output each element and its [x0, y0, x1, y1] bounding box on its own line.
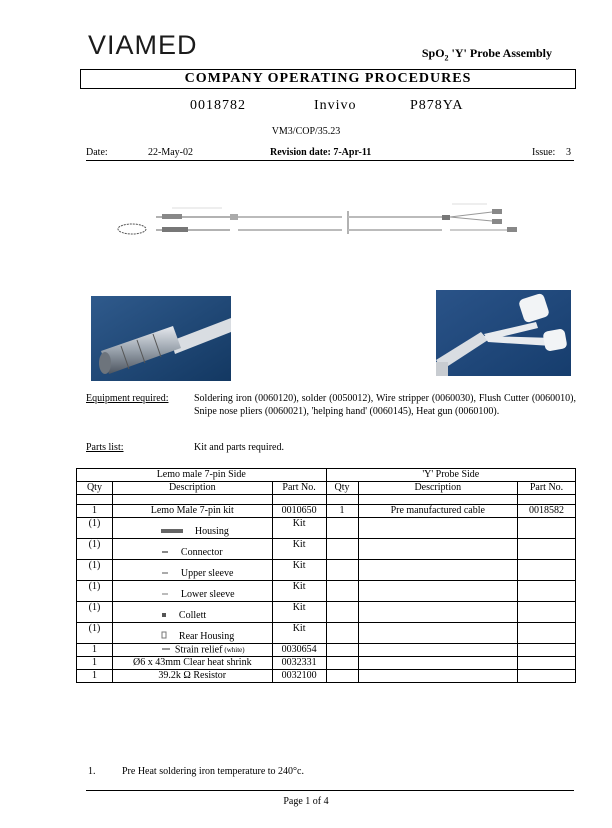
right-description-cell [358, 657, 518, 670]
right-description-cell [358, 539, 518, 560]
right-qty-cell [326, 581, 358, 602]
qty-cell: 1 [77, 644, 113, 657]
page-number: Page 1 of 4 [283, 796, 329, 807]
part-code: 0018782 [190, 98, 246, 113]
lemo-connector-photo [91, 296, 231, 381]
description-cell [112, 539, 272, 560]
part-number-cell: 0030654 [272, 644, 326, 657]
parts-list-text: Kit and parts required. [194, 442, 284, 453]
part-number-cell: 0032100 [272, 670, 326, 683]
qty-cell: (1) [77, 602, 113, 623]
description-cell [112, 581, 272, 602]
right-qty-cell [326, 602, 358, 623]
table-row [77, 560, 576, 581]
part-number-cell: 0032331 [272, 657, 326, 670]
date-value: 22-May-02 [148, 147, 193, 158]
right-qty-cell [326, 560, 358, 581]
lower-sleeve-icon [161, 589, 169, 601]
right-qty-cell [326, 623, 358, 644]
right-part-number-cell: 0018582 [518, 505, 576, 518]
revision-date: Revision date: 7-Apr-11 [270, 147, 372, 158]
description-cell [112, 623, 272, 644]
description-text: Lemo Male 7-pin kit [150, 505, 234, 516]
parts-table [76, 468, 576, 683]
right-part-number-cell [518, 581, 576, 602]
part-number-cell: 0010650 [272, 505, 326, 518]
table-row [77, 623, 576, 644]
description-text: Strain relief [174, 644, 223, 656]
column-header: Description [358, 482, 518, 495]
y-probe-photo [436, 290, 571, 376]
housing-icon [161, 526, 183, 538]
description-text: Connector [180, 547, 223, 558]
right-qty-cell [326, 670, 358, 683]
date-row [86, 147, 574, 160]
right-part-number-cell [518, 623, 576, 644]
step-text: Pre Heat soldering iron temperature to 240°c. [122, 766, 304, 777]
company-logo: VIAMED [88, 30, 198, 60]
right-part-number-cell [518, 560, 576, 581]
right-description-cell [358, 670, 518, 683]
table-row [77, 518, 576, 539]
description-text: 39.2k Ω Resistor [158, 670, 227, 682]
table-row [77, 657, 576, 670]
description-text: Housing [194, 526, 229, 537]
description-cell [112, 602, 272, 623]
right-qty-cell [326, 657, 358, 670]
date-label: Date: [86, 147, 108, 158]
procedure-code: VM3/COP/35.23 [271, 126, 341, 137]
right-description-cell: Pre manufactured cable [358, 505, 518, 518]
connector-icon [161, 547, 169, 559]
column-header: Qty [326, 482, 358, 495]
part-number-cell: Kit [272, 518, 326, 539]
right-description-cell [358, 560, 518, 581]
right-description-cell [358, 581, 518, 602]
column-header: Part No. [272, 482, 326, 495]
part-number-cell: Kit [272, 602, 326, 623]
part-number-cell: Kit [272, 539, 326, 560]
part-number-cell: Kit [272, 560, 326, 581]
qty-cell: (1) [77, 560, 113, 581]
equipment-text: Soldering iron (0060120), solder (0050012), Wire stripper (0060030), Flush Cutter (0060010), Snipe nose pliers (0060021), 'helping hand' (0060145), Heat gun (0060100). [194, 393, 576, 417]
right-part-number-cell [518, 644, 576, 657]
right-description-cell [358, 602, 518, 623]
description-text: Upper sleeve [180, 568, 234, 579]
right-part-number-cell [518, 518, 576, 539]
model-number: P878YA [410, 98, 464, 113]
qty-cell: (1) [77, 518, 113, 539]
equipment-label: Equipment required: [86, 393, 169, 404]
qty-cell: 1 [77, 657, 113, 670]
manufacturer: Invivo [314, 98, 357, 113]
step-item [88, 766, 304, 777]
parts-list-label: Parts list: [86, 442, 124, 453]
issue-label: Issue: [532, 147, 556, 158]
description-note: (white) [224, 646, 245, 655]
description-cell [112, 657, 272, 670]
footer-rule [86, 790, 574, 791]
description-text: Collett [178, 610, 207, 621]
description-text: Ø6 x 43mm Clear heat shrink [132, 657, 252, 669]
rear-housing-icon [161, 631, 167, 643]
step-number: 1. [88, 766, 96, 777]
right-qty-cell [326, 518, 358, 539]
right-description-cell [358, 623, 518, 644]
description-cell [112, 644, 272, 657]
right-part-number-cell [518, 670, 576, 683]
procedures-banner: COMPANY OPERATING PROCEDURES [80, 69, 576, 89]
left-group-header: Lemo male 7-pin Side [77, 469, 327, 482]
table-row [77, 539, 576, 560]
column-header: Qty [77, 482, 113, 495]
right-part-number-cell [518, 539, 576, 560]
qty-cell: (1) [77, 581, 113, 602]
strain-relief-icon [161, 644, 171, 656]
right-qty-cell [326, 644, 358, 657]
table-row [77, 670, 576, 683]
issue-value: 3 [566, 147, 571, 158]
column-header: Part No. [518, 482, 576, 495]
right-qty-cell: 1 [326, 505, 358, 518]
description-cell [112, 518, 272, 539]
right-description-cell [358, 518, 518, 539]
right-part-number-cell [518, 602, 576, 623]
cable-diagram [112, 196, 557, 244]
right-part-number-cell [518, 657, 576, 670]
qty-cell: (1) [77, 623, 113, 644]
part-number-cell: Kit [272, 581, 326, 602]
part-number-cell: Kit [272, 623, 326, 644]
right-description-cell [358, 644, 518, 657]
column-header: Description [112, 482, 272, 495]
table-row [77, 644, 576, 657]
upper-sleeve-icon [161, 568, 169, 580]
description-cell [112, 670, 272, 683]
description-cell [112, 560, 272, 581]
header-rule [86, 160, 574, 161]
qty-cell: 1 [77, 670, 113, 683]
description-cell [112, 505, 272, 518]
right-qty-cell [326, 539, 358, 560]
collett-icon [161, 610, 167, 622]
table-row [77, 602, 576, 623]
qty-cell: 1 [77, 505, 113, 518]
document-subtitle: SpO$_2$ 'Y' Probe Assembly [421, 46, 552, 63]
description-text: Lower sleeve [180, 589, 235, 600]
qty-cell: (1) [77, 539, 113, 560]
right-group-header: 'Y' Probe Side [326, 469, 575, 482]
table-row [77, 505, 576, 518]
description-text: Rear Housing [178, 631, 235, 642]
table-row [77, 581, 576, 602]
